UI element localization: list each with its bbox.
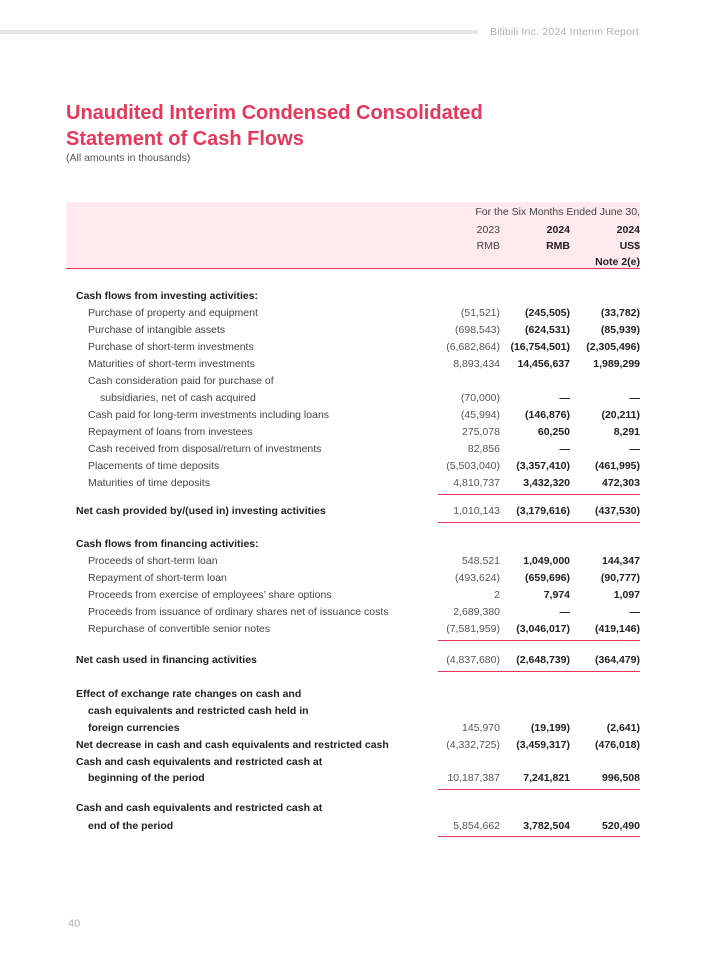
value-2024-rmb: 7,974 (543, 589, 570, 601)
value-2024-usd: 1,097 (613, 589, 640, 601)
row-label: Maturities of time deposits (88, 477, 210, 489)
table-row (66, 392, 640, 409)
value-2023: 4,810,737 (453, 477, 500, 489)
table-row (66, 705, 640, 722)
value-2023: (5,503,040) (446, 460, 500, 472)
value-2024-rmb: (624,531) (525, 324, 570, 336)
value-2023: 8,893,434 (453, 358, 500, 370)
table-row (66, 555, 640, 572)
table-row (66, 443, 640, 460)
year-col-3: 2024 (616, 224, 640, 236)
value-2024-usd: (364,479) (595, 654, 640, 666)
table-row (66, 572, 640, 589)
currency-col-3: US$ (619, 240, 640, 252)
value-2024-usd: — (629, 392, 640, 404)
value-2024-rmb: — (559, 606, 570, 618)
value-2023: (45,994) (460, 409, 500, 421)
row-label: Cash and cash equivalents and restricted cash at (76, 802, 323, 814)
value-2024-usd: (2,305,496) (586, 341, 640, 353)
value-2024-usd: — (629, 606, 640, 618)
value-2023: 275,078 (462, 426, 500, 438)
row-label: Net cash provided by/(used in) investing activities (76, 505, 326, 517)
value-2023: 2 (494, 589, 500, 601)
value-2023: (51,521) (460, 307, 500, 319)
value-2024-rmb: (3,179,616) (516, 505, 570, 517)
year-col-1: 2023 (476, 224, 500, 236)
value-2024-rmb: — (559, 443, 570, 455)
row-label: Purchase of property and equipment (88, 307, 258, 319)
table-row (66, 307, 640, 324)
row-label: Cash received from disposal/return of investments (88, 443, 322, 455)
subtotal-rule (438, 789, 640, 790)
table-row (66, 460, 640, 477)
value-2024-rmb: (16,754,501) (510, 341, 570, 353)
row-label: cash equivalents and restricted cash held in (88, 705, 309, 717)
financing-heading: Cash flows from financing activities: (76, 538, 259, 550)
value-2023: (4,332,725) (446, 739, 500, 751)
value-2024-rmb: (3,046,017) (516, 623, 570, 635)
row-label: Proceeds from issuance of ordinary shares net of issuance costs (88, 606, 389, 618)
top-rule (0, 30, 478, 34)
value-2024-usd: (419,146) (595, 623, 640, 635)
value-2024-usd: 472,303 (602, 477, 640, 489)
table-row (66, 772, 640, 789)
value-2023: (70,000) (460, 392, 500, 404)
row-label: Cash paid for long-term investments including loans (88, 409, 330, 421)
table-row (66, 341, 640, 358)
table-row (66, 477, 640, 494)
table-row (66, 409, 640, 426)
table-row (66, 623, 640, 640)
row-label: foreign currencies (88, 722, 180, 734)
currency-col-2: RMB (546, 240, 570, 252)
value-2024-rmb: (659,696) (525, 572, 570, 584)
table-row (66, 358, 640, 375)
value-2024-rmb: 1,049,000 (523, 555, 570, 567)
row-label: subsidiaries, net of cash acquired (100, 392, 256, 404)
value-2023: (4,837,680) (446, 654, 500, 666)
value-2024-usd: (437,530) (595, 505, 640, 517)
investing-heading: Cash flows from investing activities: (76, 290, 259, 302)
value-2023: 145,970 (462, 722, 500, 734)
row-label: Repurchase of convertible senior notes (88, 623, 271, 635)
page-number: 40 (68, 918, 81, 930)
row-label: end of the period (88, 820, 174, 832)
row-label: Cash consideration paid for purchase of (88, 375, 274, 387)
value-2024-rmb: 7,241,821 (523, 772, 570, 784)
table-row (66, 606, 640, 623)
value-2024-usd: 1,989,299 (593, 358, 640, 370)
value-2024-usd: (2,641) (606, 722, 640, 734)
row-label: Repayment of loans from investees (88, 426, 253, 438)
row-label: Cash and cash equivalents and restricted cash at (76, 756, 323, 768)
total-rule (438, 836, 640, 837)
currency-col-1: RMB (476, 240, 500, 252)
table-row (66, 375, 640, 392)
row-label: beginning of the period (88, 772, 205, 784)
value-2024-rmb: 60,250 (537, 426, 570, 438)
value-2023: 1,010,143 (453, 505, 500, 517)
value-2024-usd: 144,347 (602, 555, 640, 567)
value-2023: (493,624) (455, 572, 500, 584)
value-2023: (7,581,959) (446, 623, 500, 635)
row-label: Net decrease in cash and cash equivalents and restricted cash (76, 739, 389, 751)
value-2024-usd: (20,211) (601, 409, 640, 421)
table-row (66, 589, 640, 606)
row-label: Net cash used in financing activities (76, 654, 257, 666)
total-rule (438, 522, 640, 523)
value-2024-rmb: (3,459,317) (516, 739, 570, 751)
subtotal-rule (438, 494, 640, 495)
table-row (66, 426, 640, 443)
value-2024-rmb: 14,456,637 (517, 358, 570, 370)
value-2024-usd: 8,291 (613, 426, 640, 438)
value-2024-rmb: (146,876) (525, 409, 570, 421)
table-row (66, 756, 640, 773)
value-2023: 2,689,380 (453, 606, 500, 618)
value-2024-rmb: — (559, 392, 570, 404)
year-col-2: 2024 (546, 224, 570, 236)
value-2023: 5,854,662 (453, 820, 500, 832)
value-2024-rmb: (245,505) (525, 307, 570, 319)
value-2023: (698,543) (455, 324, 500, 336)
table-row (66, 722, 640, 739)
title-line-2: Statement of Cash Flows (66, 128, 304, 150)
row-label: Placements of time deposits (88, 460, 220, 472)
row-label: Proceeds from exercise of employees’ share options (88, 589, 332, 601)
row-label: Repayment of short-term loan (88, 572, 227, 584)
total-row (66, 505, 640, 522)
report-header: Bilibili Inc. 2024 Interim Report (490, 26, 639, 38)
total-rule (438, 671, 640, 672)
table-row (66, 739, 640, 756)
value-2024-rmb: 3,782,504 (523, 820, 570, 832)
value-2024-usd: (461,995) (595, 460, 640, 472)
table-row (66, 688, 640, 705)
value-2024-usd: (476,018) (595, 739, 640, 751)
amounts-note: (All amounts in thousands) (66, 152, 191, 164)
row-label: Maturities of short-term investments (88, 358, 255, 370)
value-2023: 10,187,387 (447, 772, 500, 784)
value-2024-rmb: (2,648,739) (516, 654, 570, 666)
row-label: Effect of exchange rate changes on cash and (76, 688, 302, 700)
page-title (66, 100, 483, 152)
table-row (66, 324, 640, 341)
table-row (66, 802, 640, 819)
subtotal-rule (438, 640, 640, 641)
value-2024-usd: 996,508 (602, 772, 640, 784)
row-label: Purchase of intangible assets (88, 324, 226, 336)
total-row (66, 654, 640, 671)
value-2024-usd: (90,777) (600, 572, 640, 584)
value-2023: 548,521 (462, 555, 500, 567)
value-2024-usd: 520,490 (602, 820, 640, 832)
row-label: Proceeds of short-term loan (88, 555, 218, 567)
section-heading (66, 538, 640, 555)
value-2023: 82,856 (467, 443, 500, 455)
value-2023: (6,682,864) (446, 341, 500, 353)
note-ref: Note 2(e) (595, 256, 640, 268)
title-line-1: Unaudited Interim Condensed Consolidated (66, 102, 483, 124)
value-2024-rmb: 3,432,320 (523, 477, 570, 489)
value-2024-usd: — (629, 443, 640, 455)
value-2024-usd: (85,939) (600, 324, 640, 336)
total-row (66, 820, 640, 837)
period-heading: For the Six Months Ended June 30, (475, 206, 640, 218)
value-2024-rmb: (19,199) (530, 722, 570, 734)
value-2024-usd: (33,782) (600, 307, 640, 319)
section-heading (66, 290, 640, 307)
row-label: Purchase of short-term investments (88, 341, 254, 353)
value-2024-rmb: (3,357,410) (516, 460, 570, 472)
